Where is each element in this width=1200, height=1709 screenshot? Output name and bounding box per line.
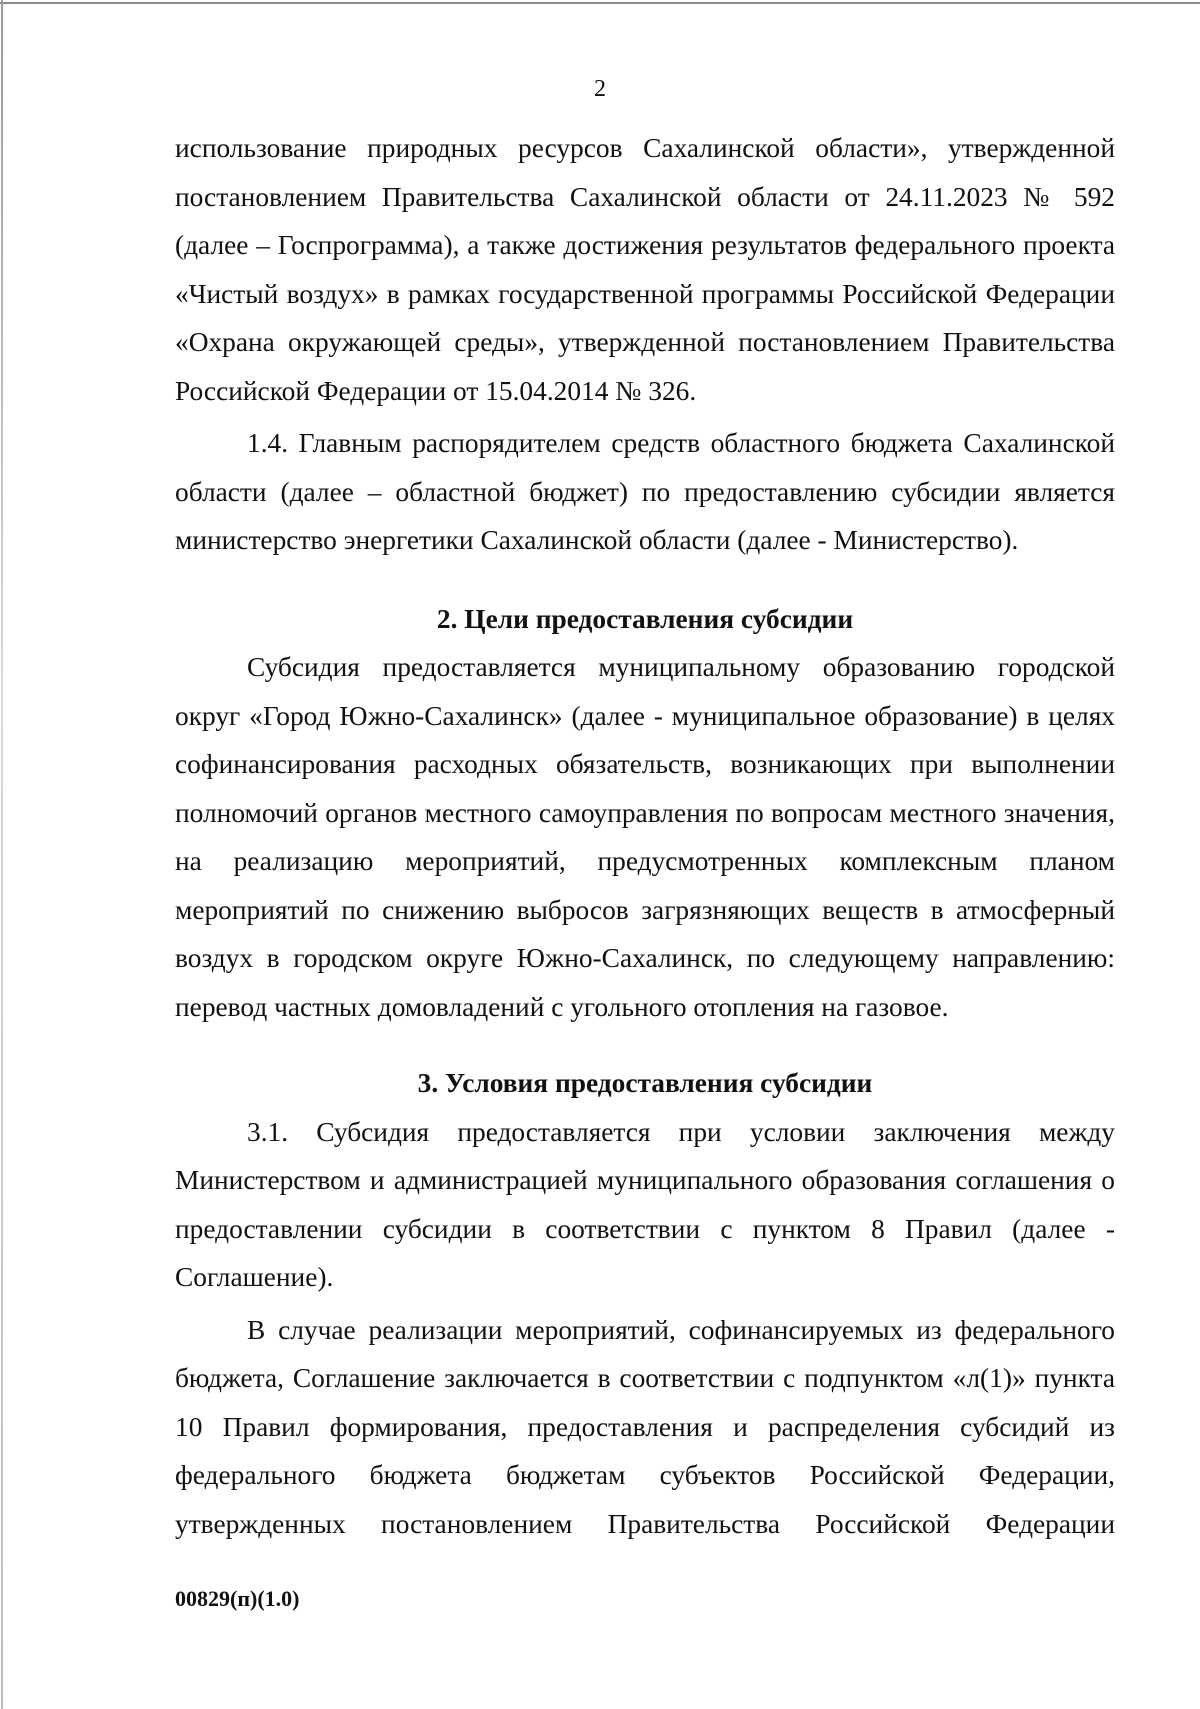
paragraph-3-1: 3.1. Субсидия предоставляется при условии заключения между Министерством и администрацией муниципального образования соглашения о предоставлении субсидии в соответствии с пунктом 8 Правил (далее - Соглашение). <box>175 1116 1115 1292</box>
paragraph-1-4: 1.4. Главным распорядителем средств областного бюджета Сахалинской области (далее – областной бюджет) по предоставлению субсидии является министерство энергетики Сахалинской области (далее - Министерство). <box>175 428 1115 555</box>
document-body <box>175 124 1115 1548</box>
scan-left-border <box>1 0 3 1709</box>
paragraph-goals: Субсидия предоставляется муниципальному образованию городской округ «Город Южно-Сахалинск» (далее - муниципальное образование) в целях софинансирования расходных обязательств, возникающих при выполнении полномочий органов местного самоуправления по вопросам местного значения, на реализацию мероприятий, предусмотренных комплексным планом мероприятий по снижению выбросов загрязняющих веществ в атмосферный воздух в городском округе Южно-Сахалинск, по следующему направлению: перевод частных домовладений с угольного отопления на газовое. <box>175 652 1115 1022</box>
paragraph-federal-budget: В случае реализации мероприятий, софинансируемых из федерального бюджета, Соглашение заключается в соответствии с подпунктом «л(1)» пункта 10 Правил формирования, предоставления и распределения субсидий из федерального бюджета бюджетам субъектов Российской Федерации, утвержденных постановлением Правительства Российской Федерации <box>175 1314 1115 1539</box>
paragraph-continuation: использование природных ресурсов Сахалинской области», утвержденной постановлением Правительства Сахалинской области от 24.11.2023 № 592 (далее – Госпрограмма), а также достижения результатов федерального проекта «Чистый воздух» в рамках государственной программы Российской Федерации «Охрана окружающей среды», утвержденной постановлением Правительства Российской Федерации от 15.04.2014 № 326. <box>175 133 1115 406</box>
document-code: 00829(п)(1.0) <box>175 1586 300 1611</box>
page-number: 2 <box>594 76 606 102</box>
section-heading-conditions: 3. Условия предоставления субсидии <box>417 1068 873 1098</box>
section-heading-goals: 2. Цели предоставления субсидии <box>436 603 854 634</box>
scan-top-border <box>0 2 1200 4</box>
